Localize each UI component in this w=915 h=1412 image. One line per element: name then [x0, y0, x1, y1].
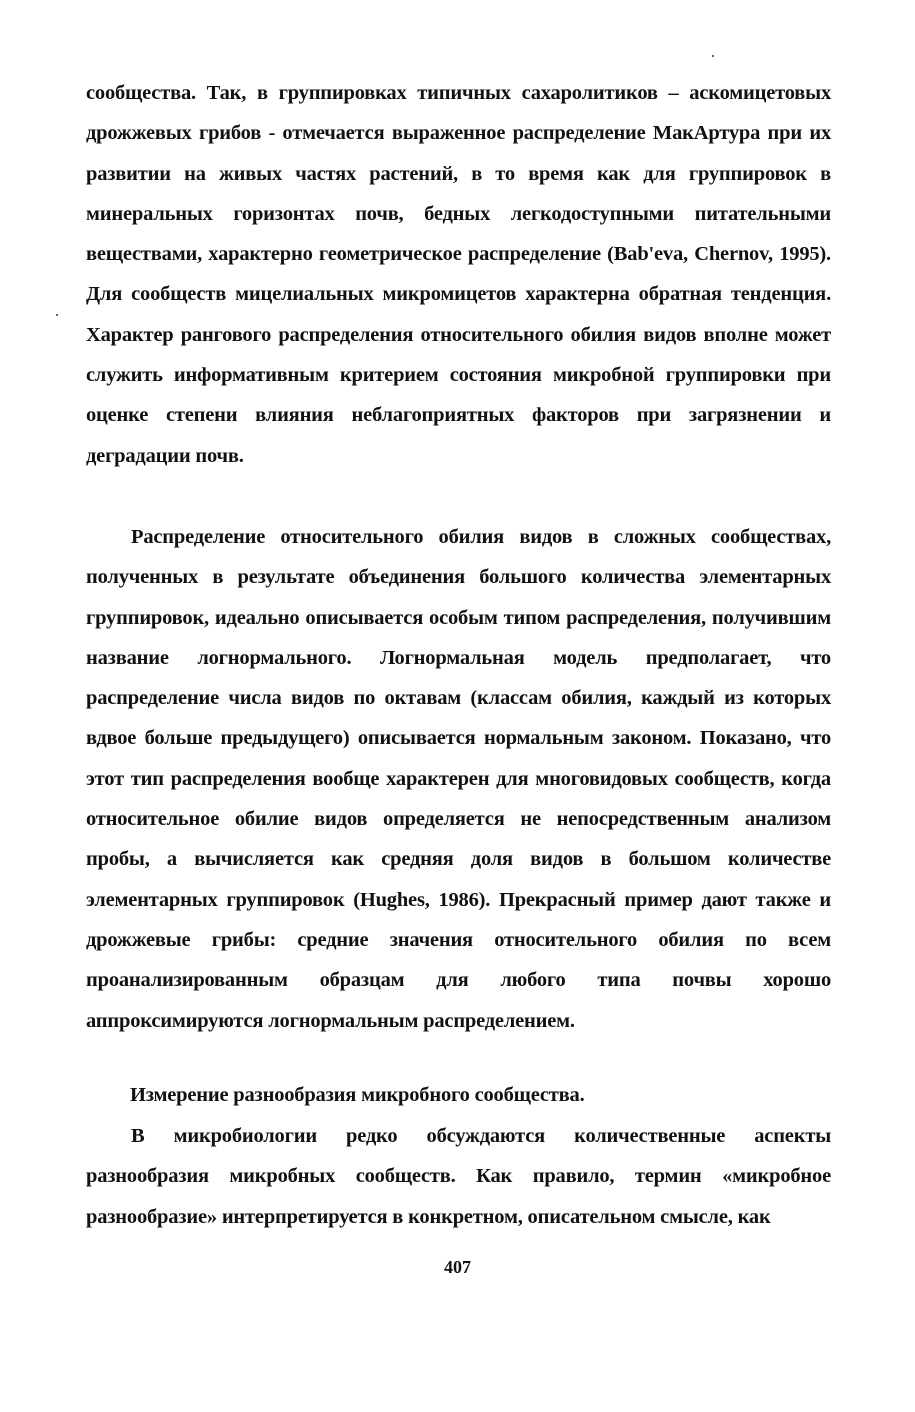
page-number: 407: [444, 1257, 471, 1277]
paragraph-3: В микробиологии редко обсуждаются количественные аспекты разнообразия микробных сообществ. Как правило, термин «микробное разнообразие» интерпретируется в конкретном, описательном смысле, как: [86, 1125, 831, 1228]
paragraph-1: сообщества. Так, в группировках типичных сахаролитиков – аскомицетовых дрожжевых грибов - отмечается выраженное распределение МакАртура при их развитии на живых частях растений, в то время как для группировок в минеральных горизонтах почв, бедных легкодоступными питательными веществами, характерно геометрическое распределение (Bab'eva, Chernov, 1995). Для сообществ мицелиальных микромицетов характерна обратная тенденция. Характер рангового распределения относительного обилия видов вполне может служить информативным критерием состояния микробной группировки при оценке степени влияния неблагоприятных факторов при загрязнении и деградации почв.: [86, 82, 831, 467]
section-heading: Измерение разнообразия микробного сообщества.: [130, 1084, 585, 1106]
scan-speck-top: [712, 55, 714, 57]
paragraph-2: Распределение относительного обилия видов в сложных сообществах, полученных в результате объединения большого количества элементарных группировок, идеально описывается особым типом распределения, получившим название логнормального. Логнормальная модель предполагает, что распределение числа видов по октавам (классам обилия, каждый из которых вдвое больше предыдущего) описывается нормальным законом. Показано, что этот тип распределения вообще характерен для многовидовых сообществ, когда относительное обилие видов определяется не непосредственным анализом пробы, а вычисляется как средняя доля видов в большом количестве элементарных группировок (Hughes, 1986). Прекрасный пример дают также и дрожжевые грибы: средние значения относительного обилия по всем проанализированным образцам для любого типа почвы хорошо аппроксимируются логнормальным распределением.: [86, 526, 831, 1032]
scan-speck-left: [56, 314, 58, 316]
